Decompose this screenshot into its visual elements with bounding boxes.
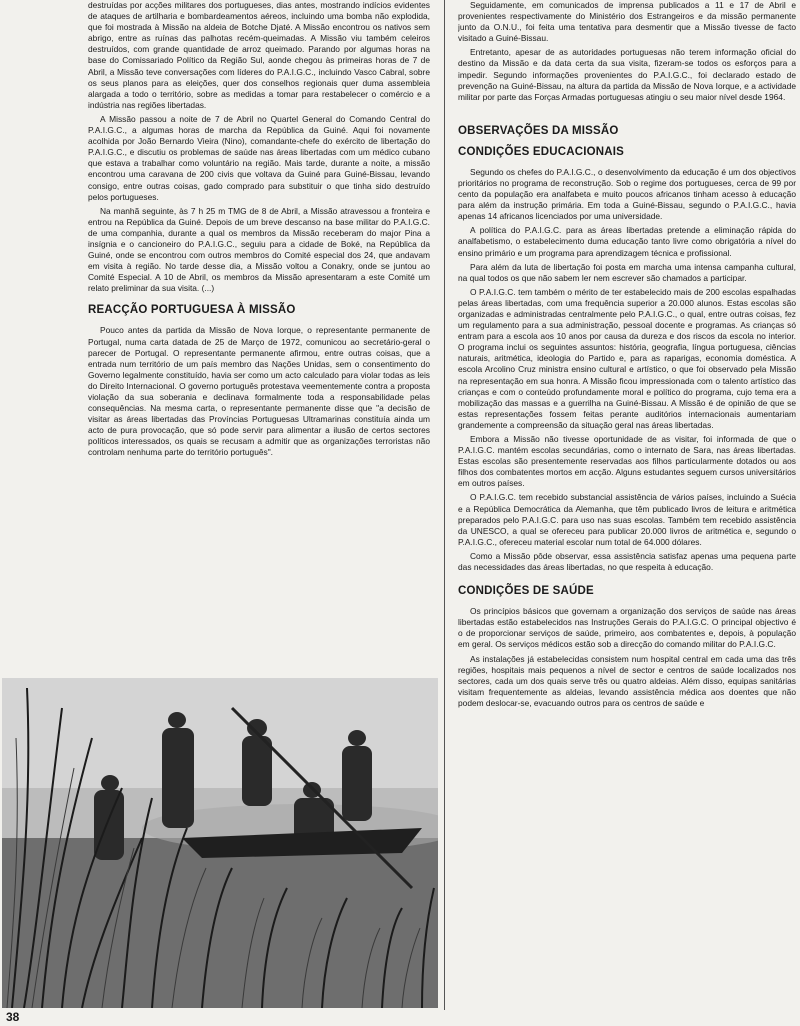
right-paragraphs-1 <box>458 0 796 103</box>
paragraph: Segundo os chefes do P.A.I.G.C., o desenvolvimento da educação é um dos objectivos prioritários no programa de reconstrução. Sob o regime dos portugueses, cerca de 99 por cento da população era analfabeta e muito poucos africanos tinham acesso à educação para além da instrução primária. Em toda a Guiné-Bissau, segundo o P.A.I.G.C., havia apenas 14 africanos licenciados por uma universidade. <box>458 166 796 222</box>
paragraph: A política do P.A.I.G.C. para as áreas libertadas pretende a eliminação rápida do analfabetismo, o estabelecimento duma educação tanto livre como obrigatória a nível do ensino primário e um programa para aprendizagem técnica e profissional. <box>458 225 796 258</box>
paragraph: O P.A.I.G.C. tem recebido substancial assistência de vários países, incluindo a Suécia e a República Democrática da Alemanha, que têm publicado livros de leitura e aritmética preparados pelo P.A.I.G.C. para uso nas suas escolas. Também tem recebido assistência da UNESCO, a qual se ofereceu para publicar 20.000 livros de aritmética e, segundo o P.A.I.G.C., ofereceu material escolar num total de 64.000 dólares. <box>458 492 796 547</box>
paragraph: Pouco antes da partida da Missão de Nova Iorque, o representante permanente de Portugal, numa carta datada de 25 de Março de 1972, comunicou ao secretário-geral o parecer de Portugal. O representante permanente afirmou, entre outras coisas, que a entrada num território de um país membro das Nações Unidas, sem o consentimento do Governo legalmente constituído, havia ser como um acto calculado para violar todas as leis do Direito Internacional. O governo português protestava veementemente contra a proposta violação da sua soberania e declinava formalmente toda a responsabilidade pelas consequências. Na mesma carta, o representante permanente disse que "a decisão de visitar as áreas libertadas das Províncias Portuguesas Ultramarinas constituía ainda um acto de pura provocação, que só pode servir para alimentar a ilusão de certos sectores políticos interessados, os quais se recusam a admitir que as organizações terroristas não controlam nenhuma parte do território português". <box>88 325 430 458</box>
photo-illustration <box>2 678 438 1008</box>
section-heading-observacoes: OBSERVAÇÕES DA MISSÃO <box>458 124 619 137</box>
column-divider <box>444 0 445 1010</box>
paragraph: As instalações já estabelecidas consistem num hospital central em cada uma das três regiões, hospitais mais pequenos a nível de sector e centros de saúde localizados nos sectores, cada um dos quais serve três ou quatro aldeias. Além disso, equipas sanitárias visitam frequentemente as aldeias, levando assistência médica aos doentes que não podem deslocar-se, evacuando outros para os centros de saúde e <box>458 653 796 708</box>
photograph-canoe-in-reeds <box>2 678 438 1008</box>
paragraph: Para além da luta de libertação foi posta em marcha uma intensa campanha cultural, na qual todos os que não sabem ler nem escrever são chamados a participar. <box>458 261 796 283</box>
right-paragraphs-2 <box>458 167 796 573</box>
left-column <box>88 0 430 672</box>
paragraph: A Missão passou a noite de 7 de Abril no Quartel General do Comando Central do P.A.I.G.C., a algumas horas de marcha da República da Guiné. Aqui foi novamente acolhida por João Bernardo Vieira (Nino), comandante-chefe do exército de libertação do P.A.I.G.C., e discutiu os problemas de saúde nas áreas libertadas com um médico cubano que estava a trabalhar como voluntário na região. Mais tarde, durante a noite, a missão encontrou uma caravana de 200 civis que voltava da Guiné para Guiné-Bissau, levando consigo, entre outras coisas, gado comprado para substituir o que tinha sido destruído pelos portugueses. <box>88 113 430 202</box>
paragraph: O P.A.I.G.C. tem também o mérito de ter estabelecido mais de 200 escolas espalhadas pelas áreas libertadas, com uma frequência superior a 20.000 alunos. Estas escolas são organizadas e administradas centralmente pelo P.A.I.G.C., o qual, entre outras coisas, fez um regulamento para a sua administração, pessoal docente e programas. As crianças só entram para a escola aos 10 anos por causa da dureza e dos riscos da escola no interior. O programa inclui os seguintes assuntos: história, geografia, língua portuguesa, ciências naturais, aritmética, ideologia do Partido e, para as raparigas, economia doméstica. A escola Arcolino Cruz ministra ensino cultural e artístico, o que foi observado pela Missão na representação em sua honra. A Missão ficou impressionada com o talento artístico das crianças e com o conteúdo profundamente moral e político do programa, cujo tema era a mobilização das massas e a guerrilha na Guiné-Bissau. A Missão é de opinião de que se estas representações fossem feitas perante auditórios internacionais aumentariam grandemente a compreensão da situação geral nas áreas libertadas. <box>458 286 796 430</box>
paragraph: Na manhã seguinte, às 7 h 25 m TMG de 8 de Abril, a Missão atravessou a fronteira e entrou na República da Guiné. Depois de um breve descanso na base militar do P.A.I.G.C. de uma companhia, durante a qual os membros da Missão receberam do major Pina a insígnia e o cancioneiro do P.A.I.G.C., seguiu para a cidade de Boké, na República da Guiné, onde se encontrou com outros membros do Comité especial dos 24, que andavam em visita à região. No tarde desse dia, a Missão voltou a Conakry, onde se juntou ao Comité Especial. A 10 de Abril, os membros da Missão apresentaram a este Comité um relato preliminar da sua visita. (...) <box>88 205 430 294</box>
paragraph: destruídas por acções militares dos portugueses, dias antes, mostrando indícios evidentes de ataques de artilharia e bombardeamentos aéreos, incluindo uma bomba não explodida, que foi mostrada à Missão na aldeia de Botche Djaté. A Missão encontrou os nativos sem abrigo, entre as ruínas das palhotas recém-queimadas. A Missão viu também celeiros destruídos, com grande quantidade de arroz queimado. Parando por algumas horas na base do Comissariado Político da Região Sul, aonde chegou às primeiras horas de 7 de Abril, a Missão teve conversações com líderes do P.A.I.G.C., incluindo Vasco Cabral, sobre os seus planos para as eleições, quer dos conselhos regionais quer duma assembleia alargada a todo o território, sobre as medidas a tomar para restabelecer o comércio e a indústria nas regiões libertadas. <box>88 0 430 110</box>
section-heading-reaccao: REACÇÃO PORTUGUESA À MISSÃO <box>88 304 296 317</box>
paragraph: Entretanto, apesar de as autoridades portuguesas não terem informação oficial do destino da Missão e da data certa da sua visita, fizeram-se todos os esforços para a impedir. Segundo informações provenientes do P.A.I.G.C., foi declarado estado de prevenção na Guiné-Bissau, na altura da partida da Missão de Nova Iorque, e a actividade militar por parte das Forças Armadas portuguesas atingiu o seu maior nível desde 1964. <box>458 47 796 102</box>
right-column <box>458 0 796 1010</box>
paragraph: Seguidamente, em comunicados de imprensa publicados a 11 e 17 de Abril e provenientes respectivamente do Ministério dos Estrangeiros e da missão permanente junto da O.N.U., foi feita uma tentativa para desmentir que a Missão tivesse de facto visitado a Guiné-Bissau. <box>458 0 796 44</box>
paragraph: Os princípios básicos que governam a organização dos serviços de saúde nas áreas libertadas estão estabelecidos nas Instruções Gerais do P.A.I.G.C. O principal objectivo é o de proporcionar serviços de saúde, primeiro, aos combatentes e, depois, à população em geral. Os serviços médicos estão sob a direcção do comando militar do P.A.I.G.C. <box>458 606 796 650</box>
page-number: 38 <box>6 1010 20 1024</box>
paragraph: Como a Missão pôde observar, essa assistência satisfaz apenas uma pequena parte das necessidades das áreas libertadas, no que respeita à educação. <box>458 550 796 573</box>
section-heading-educacionais: CONDIÇÕES EDUCACIONAIS <box>458 145 625 158</box>
section-heading-saude: CONDIÇÕES DE SAÚDE <box>458 585 594 598</box>
right-paragraphs-3 <box>458 606 796 709</box>
left-paragraphs-2 <box>88 325 430 458</box>
left-paragraphs-1 <box>88 0 430 294</box>
paragraph: Embora a Missão não tivesse oportunidade de as visitar, foi informada de que o P.A.I.G.C. mantém escolas secundárias, como o internato de Sara, nas áreas libertadas. Estas escolas são presentemente reservadas aos filhos particularmente dotados ou aos filhos dos combatentes mortos em acção. Alguns estudantes seguem cursos universitários em outros países. <box>458 434 796 489</box>
